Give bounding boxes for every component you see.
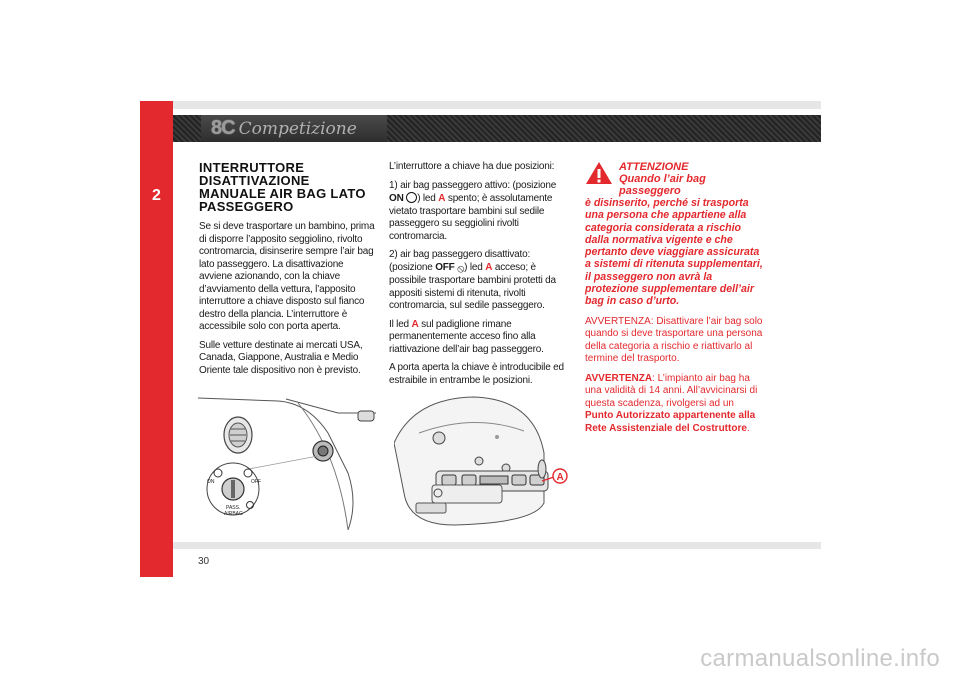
key-switch-illustration (198, 393, 378, 530)
warning-triangle-icon (585, 161, 613, 185)
figure-key-switch (198, 393, 378, 530)
led-callout-letter: A (556, 472, 564, 483)
led-paragraph (389, 319, 567, 357)
pos2-off-label: OFF (435, 261, 455, 273)
pos1-led-letter: A (438, 193, 446, 204)
markets-paragraph: Sulle vetture destinate ai mercati USA, Canada, Giappone, Australia e Medio Oriente tale dispositivo non è previsto. (199, 339, 363, 376)
warning-header (585, 161, 763, 197)
advert2-end: . (746, 422, 750, 434)
pos1-text-b: ) led (417, 193, 436, 204)
pos1-on-label: ON (389, 193, 404, 204)
pass-label: PASS. (226, 505, 241, 511)
intro-paragraph: Se si deve trasportare un bambino, prima di disporre l’apposito seggiolino, rivolto contromarcia, disinserire sempre l’air bag lato passeggero. La disattivazione avviene azionando, con la chiave d’avviamento della vettura, l’apposito interruttore a chiave disposto sul fianco destro della plancia. L’interruttore è accessibile solo con porta aperta. (199, 221, 375, 332)
pos2-text-a: 2) air bag passeggero disattivato: (posizione (389, 249, 531, 273)
advert2-bold: Punto Autorizzato appartenente alla Rete Assistenziale del Costruttore (585, 410, 756, 434)
header-strip (173, 115, 821, 142)
off-label: OFF (251, 479, 261, 485)
middle-column (389, 161, 567, 393)
airbag-off-icon: ⦸ (457, 262, 465, 275)
airbag-label: AIRBAG (224, 511, 243, 517)
advertisement-2 (585, 373, 763, 436)
section-heading: INTERRUTTORE DISATTIVAZIONE MANUALE AIR BAG LATO PASSEGGERO (199, 160, 366, 214)
figure-roof-console (394, 393, 572, 530)
logo-script: Competizione (238, 118, 357, 139)
advert2-text: : L’impianto air bag ha una validità di 14 anni. All’avvicinarsi di questa scadenza, rivolgersi ad un (585, 372, 758, 409)
page-number: 30 (198, 556, 210, 567)
position-2 (389, 249, 567, 313)
pos1-text-c: spento; è assolutamente vietato trasportare bambini sul sedile passeggero su seggiolini rivolti contromarcia. (389, 193, 553, 242)
warning-title: ATTENZIONE (619, 161, 689, 173)
roof-console-illustration (394, 393, 572, 530)
led-text-b: sul padiglione rimane permanentemente acceso fino alla riattivazione dell’air bag passeggero. (389, 318, 544, 355)
chapter-side-tab (140, 101, 173, 577)
watermark: carmanualsonline.info (700, 645, 940, 672)
bottom-band (173, 542, 821, 549)
logo-mark: 8C (211, 117, 235, 139)
pos2-led-letter: A (485, 261, 493, 273)
door-open-paragraph: A porta aperta la chiave è introducibile ed estraibile in entrambe le posizioni. (389, 362, 564, 386)
led-letter: A (411, 318, 419, 330)
position-1 (389, 180, 567, 244)
advert2-label: AVVERTENZA (585, 372, 653, 384)
warning-lead: Quando l’air bag passeggero (619, 173, 706, 197)
pos1-text-a: 1) air bag passeggero attivo: (posizione (389, 179, 557, 191)
warning-body: è disinserito, perché si trasporta una persona che appartiene alla categoria considerata a rischio dalla normativa vigente e che pertanto deve viaggiare assicurata a sistemi di ritenuta supplementari, il passeggero non avrà la protezione supplementare dell’air bag in caso d’urto. (585, 197, 763, 308)
chapter-number: 2 (152, 187, 161, 204)
on-label: ON (207, 479, 215, 485)
positions-intro: L’interruttore a chiave ha due posizioni: (389, 161, 555, 172)
pos2-text-c: acceso; è possibile trasportare bambini protetti da appositi sistemi di ritenuta, rivolti contromarcia, sul sedile passeggero. (389, 261, 556, 311)
brand-logo (201, 115, 387, 142)
right-column (585, 161, 763, 442)
left-column (199, 161, 377, 383)
top-band (173, 101, 821, 109)
led-text-a: Il led (389, 318, 409, 330)
advertisement-1: AVVERTENZA: Disattivare l’air bag solo quando si deve trasportare una persona della categoria a rischio e riattivarlo al termine del trasporto. (585, 315, 763, 365)
pos2-text-b: ) led (464, 261, 483, 273)
airbag-on-icon (406, 192, 417, 203)
